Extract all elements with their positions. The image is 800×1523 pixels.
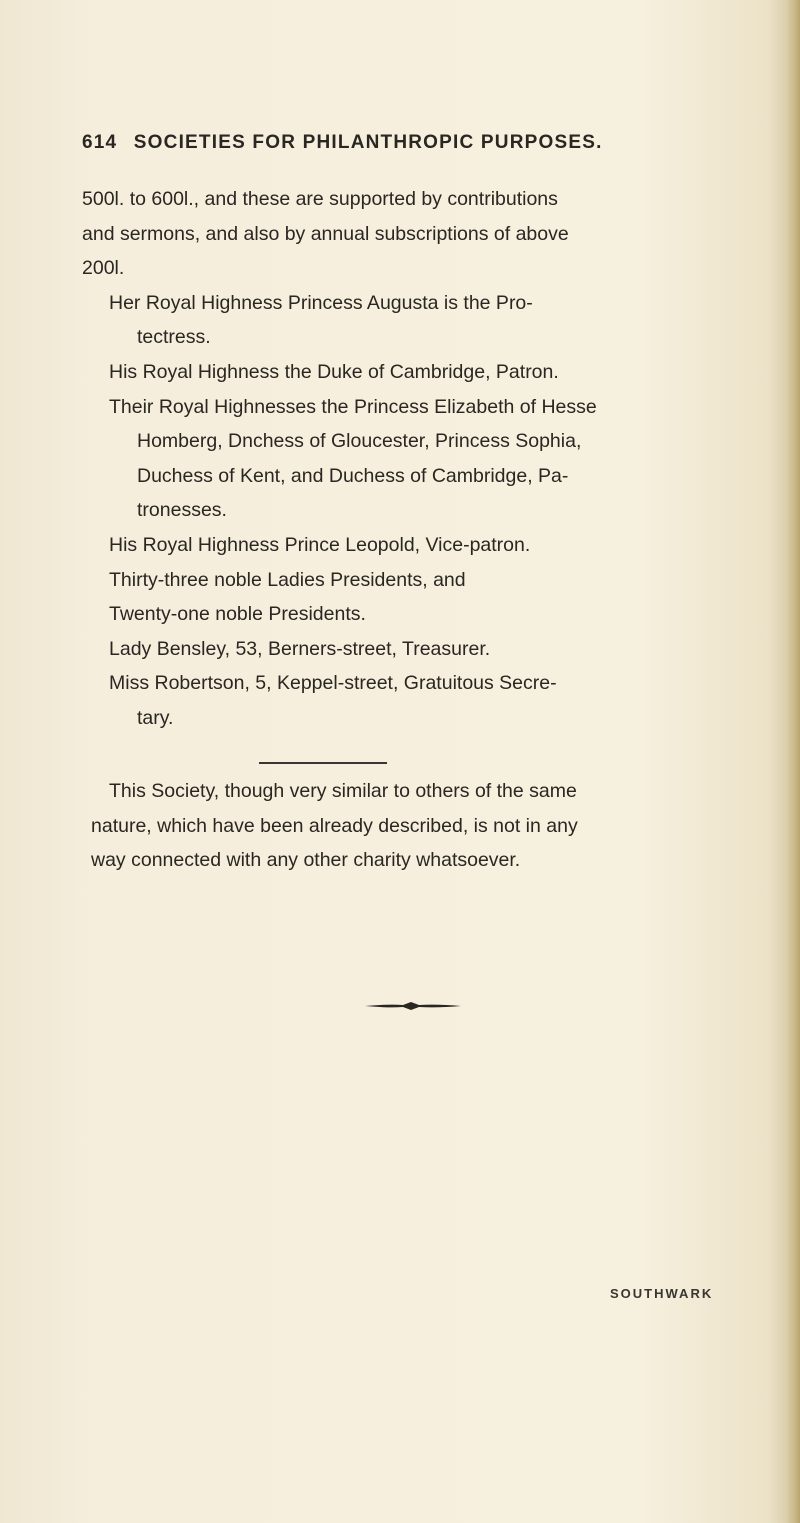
text-line: This Society, though very similar to others of the same xyxy=(109,780,577,802)
running-title: SOCIETIES FOR PHILANTHROPIC PURPOSES. xyxy=(133,132,603,153)
text-line: Twenty-one noble Presidents. xyxy=(109,603,366,626)
page-number: 614 xyxy=(82,132,118,153)
text-line: Lady Bensley, 53, Berners-street, Treasurer. xyxy=(109,637,491,660)
text-line: His Royal Highness the Duke of Cambridge, Patron. xyxy=(109,360,559,383)
text-line: Their Royal Highnesses the Princess Elizabeth of Hesse xyxy=(109,395,597,418)
text-line: Homberg, Dnchess of Gloucester, Princess Sophia, xyxy=(137,430,582,453)
text-line: tectress. xyxy=(137,326,211,349)
text-line: and sermons, and also by annual subscriptions of above xyxy=(82,222,569,245)
text-line: tronesses. xyxy=(137,499,227,522)
text-line: Miss Robertson, 5, Keppel-street, Gratuitous Secre- xyxy=(109,672,557,695)
text-line: tary. xyxy=(137,706,174,729)
text-line: way connected with any other charity whatsoever. xyxy=(91,849,521,872)
text-line: 200l. xyxy=(82,257,125,280)
text-line: Thirty-three noble Ladies Presidents, and xyxy=(109,568,466,591)
text-line: His Royal Highness Prince Leopold, Vice-patron. xyxy=(109,533,531,556)
running-header xyxy=(82,132,742,154)
text-line: 500l. to 600l., and these are supported by contributions xyxy=(82,188,558,210)
tailpiece-ornament-icon xyxy=(363,1000,463,1012)
text-line: Her Royal Highness Princess Augusta is the Pro- xyxy=(109,291,533,314)
closing-paragraph xyxy=(82,774,762,878)
society-details xyxy=(82,182,752,736)
page-edge-shadow xyxy=(786,0,800,1523)
section-divider xyxy=(259,762,387,764)
catchword: SOUTHWARK xyxy=(610,1286,714,1301)
text-line: nature, which have been already described, is not in any xyxy=(91,814,578,837)
text-line: Duchess of Kent, and Duchess of Cambridge, Pa- xyxy=(137,464,569,487)
